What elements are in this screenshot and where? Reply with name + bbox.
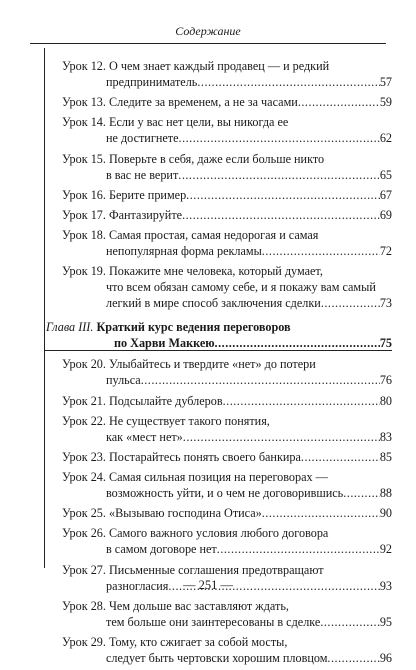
lesson-number: Урок 13. [62,95,106,110]
lesson-title-line: Чем дольше вас заставляют ждать, [109,598,289,613]
dot-leader [183,429,380,445]
dot-leader [343,485,380,501]
page-number: — 251 — [183,578,233,592]
lesson-page-number: 65 [379,167,392,182]
lesson-title-line: Самая сильная позиция на переговорах — [109,470,328,485]
lesson-list-top [62,58,392,311]
dot-leader [182,207,380,223]
toc-entry [62,263,392,311]
lesson-title-line: «Вызываю господина Отиса» [109,506,262,521]
lesson-title-line: как «мест нет» [106,429,183,444]
lesson-page-number: 76 [379,373,392,388]
lesson-number: Урок 29. [62,635,106,649]
lesson-page-number: 72 [379,244,392,259]
left-frame-rule [44,48,45,568]
lesson-title-line: в вас не верит [106,167,179,182]
lesson-page-number: 96 [379,651,392,665]
lesson-title-line: тем больше они заинтересованы в сделке [106,614,321,629]
lesson-number: Урок 21. [62,393,106,408]
lesson-number: Урок 28. [62,598,106,613]
lesson-title-line: Письменные соглашения предотвращают [109,562,324,577]
lesson-title-line: Покажите мне человека, который думает, [109,264,323,279]
chapter-title-line2: по Харви Маккею [114,336,215,351]
lesson-page-number: 80 [379,393,392,408]
toc-entry [62,449,392,465]
toc-entry [62,114,392,146]
lesson-number: Урок 23. [62,449,106,464]
lesson-title-line: возможность уйти, и о чем не договорившись [106,486,344,501]
lesson-title-line: разногласия [106,578,169,593]
lesson-title-line: Берите пример [109,187,187,202]
dot-leader [298,94,380,110]
lesson-title-line: пульса [106,373,141,388]
lesson-number: Урок 25. [62,506,106,521]
lesson-title-line: легкий в мире способ заключения сделки [106,296,321,311]
lesson-number: Урок 24. [62,470,106,485]
toc-entry [62,634,392,666]
lesson-number: Урок 20. [62,357,106,372]
toc-entry [62,505,392,521]
lesson-list-bottom [62,356,392,666]
chapter-title-line1: Краткий курс ведения переговоров [96,320,291,335]
dot-leader [320,614,380,630]
dot-leader [178,167,380,183]
dot-leader [301,449,380,465]
lesson-number: Урок 26. [62,526,106,541]
lesson-page-number: 67 [379,187,392,202]
dot-leader [262,505,380,521]
dot-leader [197,74,379,90]
lesson-number: Урок 12. [62,59,106,73]
chapter-page-number: 75 [379,336,392,351]
lesson-title-line: О чем знает каждый продавец — и редкий [109,59,330,73]
lesson-number: Урок 27. [62,562,106,577]
lesson-number: Урок 15. [62,151,106,166]
lesson-page-number: 59 [379,95,392,110]
dot-leader [215,335,380,351]
lesson-number: Урок 22. [62,413,106,428]
toc-entry [62,58,392,90]
lesson-number: Урок 16. [62,187,106,202]
lesson-number: Урок 19. [62,264,106,279]
lesson-page-number: 73 [379,296,392,311]
lesson-title-line: Если у вас нет цели, вы никогда ее [109,115,289,130]
lesson-number: Урок 18. [62,228,106,243]
toc-entry [62,187,392,203]
toc-entry [62,94,392,110]
lesson-title-line: Не существует такого понятия, [109,413,270,428]
lesson-page-number: 95 [379,614,392,629]
chapter-number: Глава III. [46,320,94,335]
lesson-title-line: не достигнете [106,131,179,146]
lesson-page-number: 92 [379,542,392,557]
lesson-title-line: Самого важного условия любого договора [109,526,329,541]
dot-leader [223,393,380,409]
toc-entry [62,525,392,557]
lesson-title-line: Поверьте в себя, даже если больше никто [109,151,325,166]
lesson-title-line: Тому, кто сжигает за собой мосты, [109,635,288,649]
dot-leader [141,372,380,388]
toc-entry [62,469,392,501]
toc-entry [62,356,392,388]
toc-entry [62,413,392,445]
lesson-title-line: в самом договоре нет [106,542,217,557]
lesson-page-number: 85 [379,449,392,464]
lesson-page-number: 69 [379,207,392,222]
dot-leader [321,295,380,311]
toc-entry [62,598,392,630]
lesson-title-line: Самая простая, самая недорогая и самая [109,228,319,243]
lesson-page-number: 90 [379,506,392,521]
dot-leader [262,243,380,259]
lesson-title-line: непопулярная форма рекламы [106,244,262,259]
lesson-number: Урок 14. [62,115,106,130]
chapter-heading [46,319,392,351]
lesson-number: Урок 17. [62,207,106,222]
lesson-title-line: что всем обязан самому себе, и я покажу вам самый [106,280,376,295]
chapter-rule [44,350,392,351]
dot-leader [186,187,380,203]
lesson-title-line: Улыбайтесь и твердите «нет» до потери [109,357,316,372]
lesson-page-number: 93 [379,578,392,593]
lesson-page-number: 62 [379,131,392,146]
lesson-title-line: Подсылайте дублеров [109,393,223,408]
lesson-page-number: 83 [379,429,392,444]
toc-entry [62,227,392,259]
lesson-title-line: предприниматель [106,75,198,89]
header-rule [30,43,386,44]
dot-leader [179,130,380,146]
lesson-title-line: Следите за временем, а не за часами [109,95,298,110]
toc-entry [62,151,392,183]
lesson-title-line: следует быть чертовски хорошим пловцом [106,651,328,665]
toc-entry [62,393,392,409]
dot-leader [217,541,380,557]
dot-leader [327,650,379,666]
toc-entry [62,207,392,223]
lesson-title-line: Фантазируйте [109,207,183,222]
lesson-page-number: 88 [379,486,392,501]
lesson-title-line: Постарайтесь понять своего банкира [109,449,301,464]
lesson-page-number: 57 [379,75,392,89]
running-header: Содержание [175,24,241,38]
